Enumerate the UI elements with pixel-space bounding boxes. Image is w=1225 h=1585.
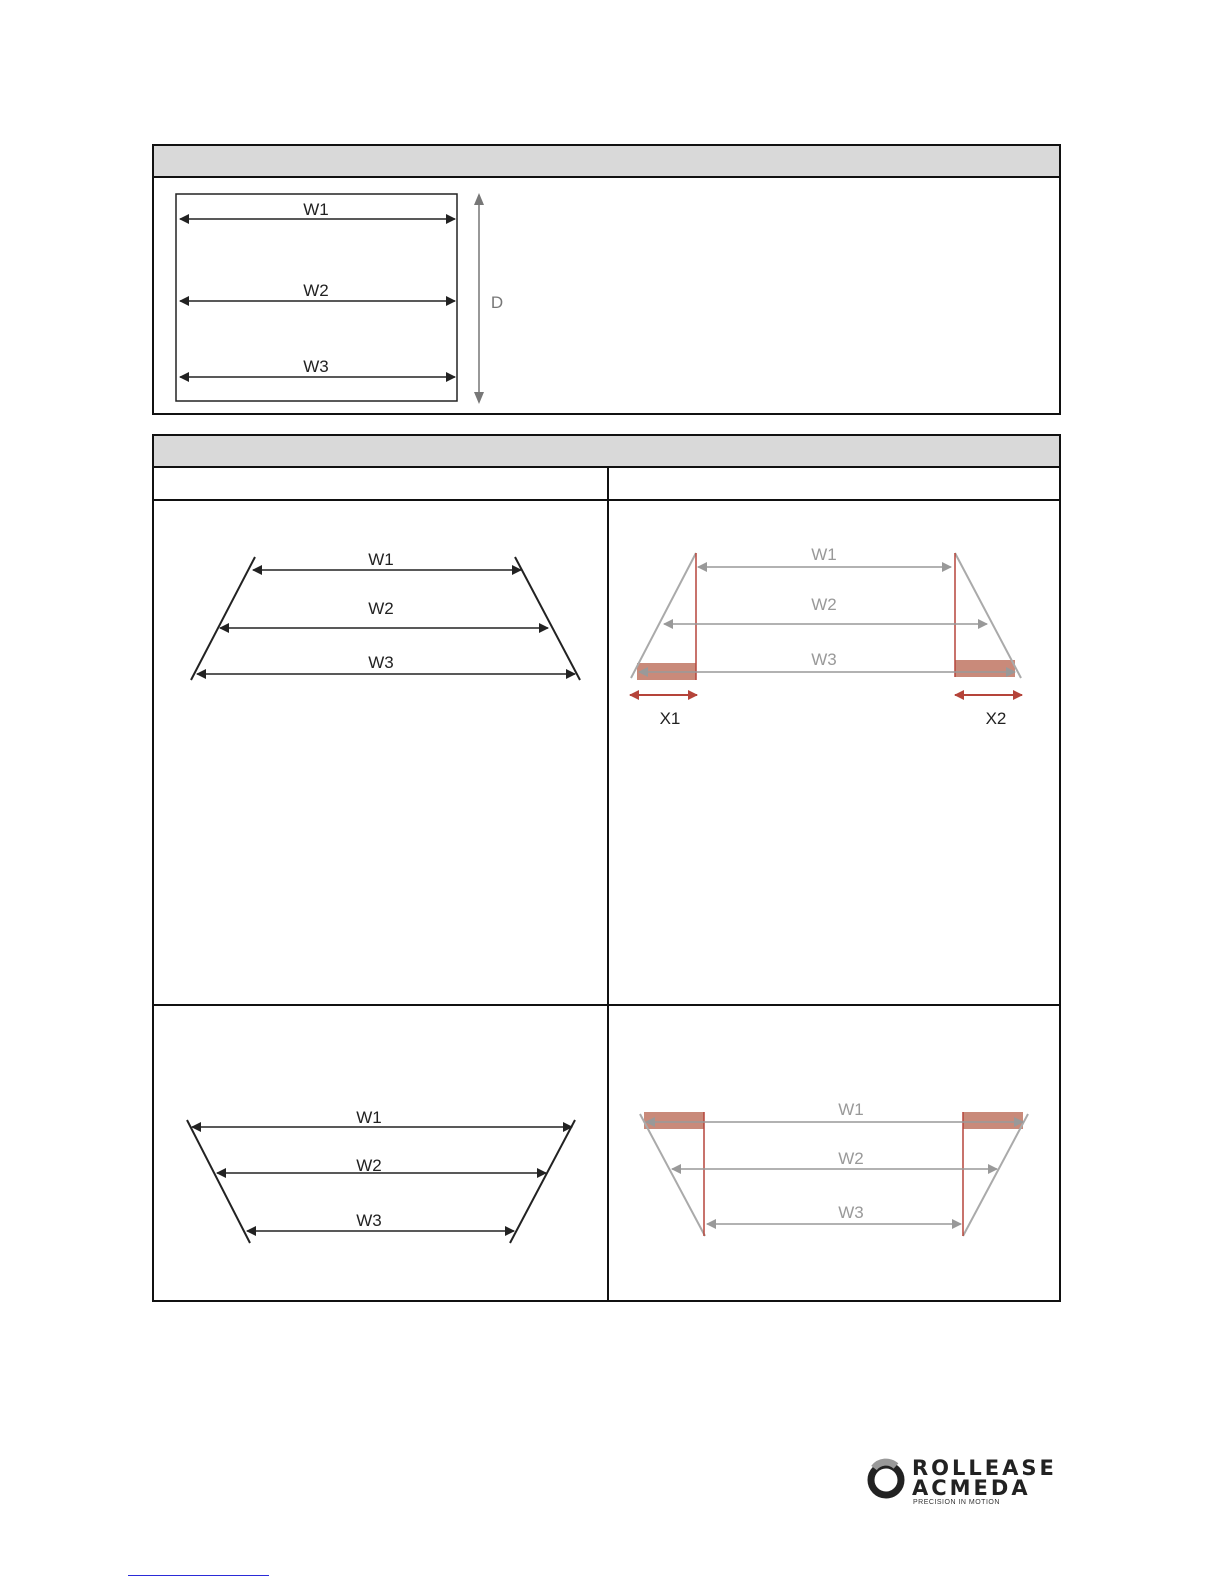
w3-label: W3 (811, 650, 837, 669)
diagram-bottom-right (609, 1006, 1061, 1302)
w1-label: W1 (811, 545, 837, 564)
left-side-line (640, 1114, 705, 1236)
left-side-line (187, 1120, 250, 1243)
logo-mark-icon (866, 1458, 910, 1502)
w1-label: W1 (838, 1100, 864, 1119)
w3-label: W3 (303, 357, 329, 376)
diagram-bottom-left (154, 1006, 607, 1302)
section-rectangle (152, 144, 1061, 415)
footer-link-underline[interactable] (128, 1575, 269, 1576)
x2-label: X2 (985, 709, 1007, 728)
rectangle-diagram (154, 146, 1063, 417)
diagram-top-right (609, 502, 1061, 1002)
w2-label: W2 (303, 281, 329, 300)
logo-tagline: PRECISION IN MOTION (913, 1499, 1000, 1506)
w2-label: W2 (838, 1149, 864, 1168)
section-trapezoid-header (154, 436, 1059, 468)
w3-label: W3 (356, 1211, 382, 1230)
d-label: D (490, 293, 504, 312)
logo-line1: ROLLEASE (912, 1456, 1057, 1480)
column-header-left (154, 468, 607, 501)
w2-label: W2 (356, 1156, 382, 1175)
right-side-line (955, 553, 1021, 678)
section-trapezoid (152, 434, 1061, 1302)
company-logo (866, 1455, 1066, 1511)
right-side-line (510, 1120, 575, 1243)
left-shaded-area (644, 1112, 704, 1129)
w1-label: W1 (368, 550, 394, 569)
w3-label: W3 (838, 1203, 864, 1222)
w1-label: W1 (303, 200, 329, 219)
w3-label: W3 (368, 653, 394, 672)
left-side-line (191, 557, 255, 680)
w2-label: W2 (368, 599, 394, 618)
x1-label: X1 (659, 709, 681, 728)
right-side-line (963, 1114, 1028, 1236)
w2-label: W2 (811, 595, 837, 614)
w1-label: W1 (356, 1108, 382, 1127)
column-header-right (609, 468, 1059, 501)
diagram-top-left (154, 502, 607, 1002)
left-side-line (631, 553, 696, 678)
logo-line2: ACMEDA (912, 1476, 1031, 1500)
right-side-line (515, 557, 580, 680)
right-shaded-area (955, 660, 1015, 677)
right-shaded-area (963, 1112, 1023, 1129)
